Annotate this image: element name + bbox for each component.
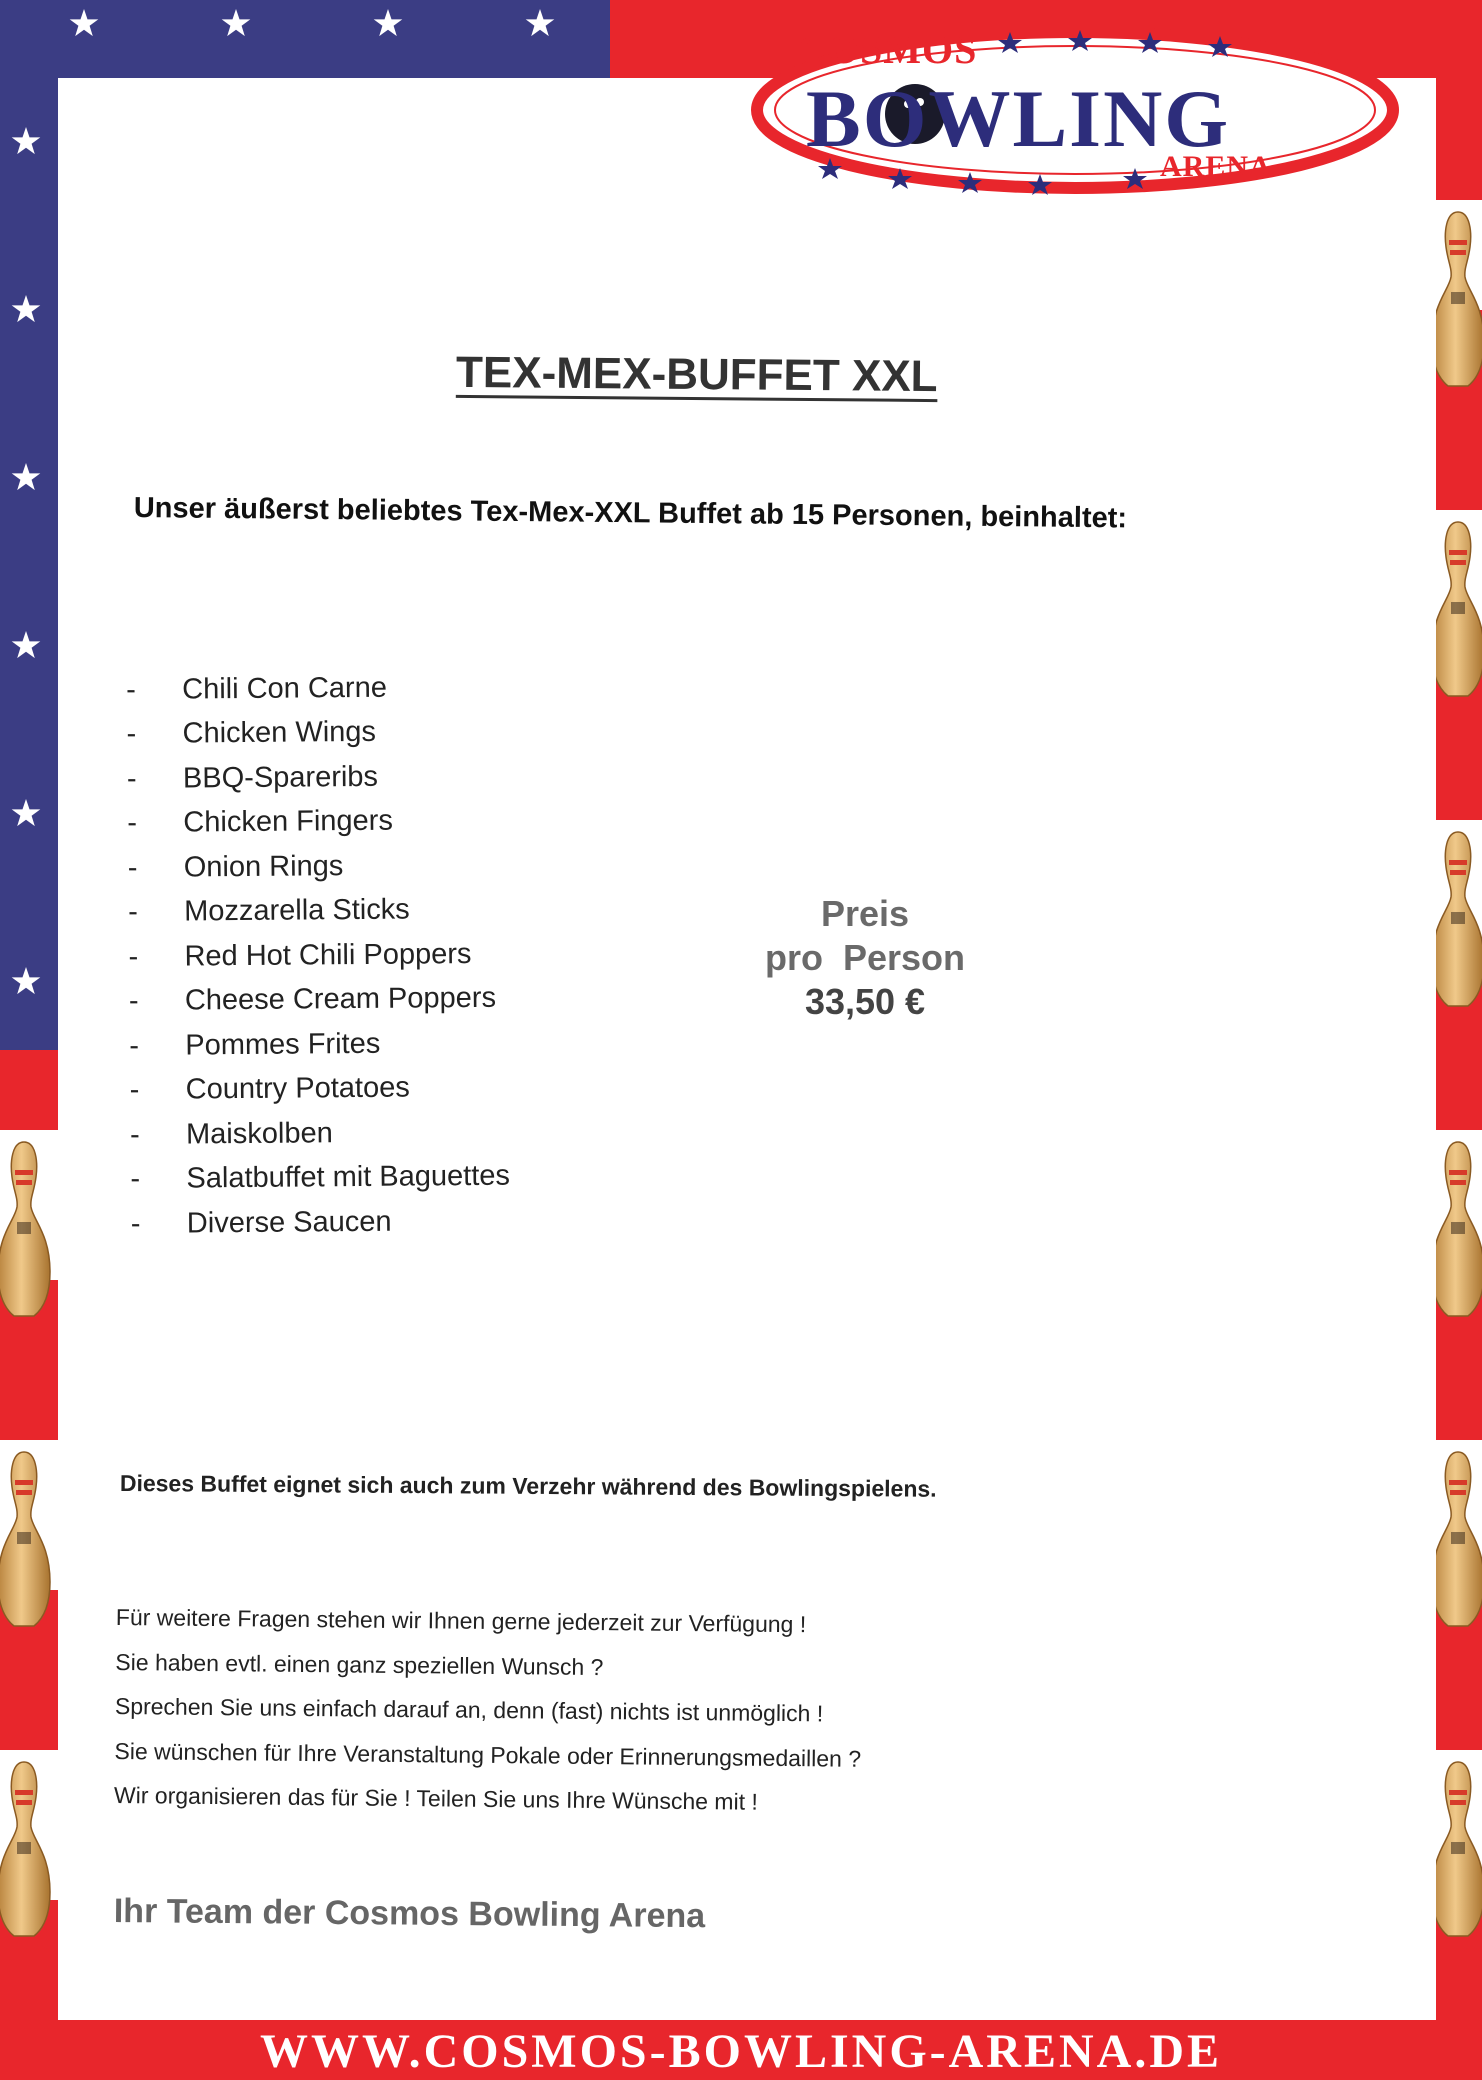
menu-item-label: Mozzarella Sticks — [183, 893, 410, 928]
list-item — [130, 1110, 510, 1158]
list-dash: - — [129, 1074, 140, 1107]
list-item — [129, 1021, 509, 1069]
list-item — [130, 1154, 510, 1202]
info-line: Wir organisieren das für Sie ! Teilen Sie uns Ihre Wünsche mit ! — [113, 1781, 758, 1815]
list-item — [128, 843, 508, 891]
menu-item-label: Cheese Cream Poppers — [184, 982, 497, 1017]
logo-arena: ARENA — [1160, 150, 1272, 183]
list-item — [129, 1065, 509, 1113]
logo-cosmos: COSMOS — [798, 27, 978, 72]
menu-item-label: Maiskolben — [185, 1116, 333, 1151]
price-block — [700, 892, 1030, 1024]
intro-text: Unser äußerst beliebtes Tex-Mex-XXL Buffet ab 15 Personen, beinhaltet: — [133, 492, 1128, 535]
price-label: Preis — [820, 893, 910, 934]
info-line: Sie haben evtl. einen ganz speziellen Wunsch ? — [115, 1648, 604, 1680]
menu-item-label: Pommes Frites — [185, 1027, 381, 1062]
menu-item-label: BBQ-Spareribs — [182, 760, 379, 795]
list-dash: - — [128, 940, 139, 973]
price-amount: 33,50 € — [804, 981, 926, 1022]
list-dash: - — [130, 1207, 141, 1240]
list-dash: - — [130, 1163, 141, 1196]
page-title: TEX-MEX-BUFFET XXL — [455, 347, 938, 402]
list-dash: - — [129, 1118, 140, 1151]
menu-item-label: Red Hot Chili Poppers — [184, 937, 472, 973]
list-dash: - — [129, 1029, 140, 1062]
buffet-note: Dieses Buffet eignet sich auch zum Verzehr während des Bowlingspielens. — [119, 1470, 937, 1502]
cosmos-bowling-logo — [750, 18, 1400, 198]
list-item — [126, 665, 506, 713]
menu-list — [126, 665, 511, 1247]
info-line: Sprechen Sie uns einfach darauf an, denn (fast) nichts ist unmöglich ! — [114, 1692, 824, 1727]
logo-bowling: BOWLING — [806, 73, 1231, 164]
list-dash: - — [127, 851, 138, 884]
price-per-person: pro Person — [764, 937, 966, 978]
list-item — [126, 709, 506, 757]
list-item — [131, 1199, 511, 1247]
list-item — [129, 976, 509, 1024]
menu-item-label: Country Potatoes — [185, 1071, 410, 1106]
list-item — [127, 798, 507, 846]
info-line: Für weitere Fragen stehen wir Ihnen gerne jederzeit zur Verfügung ! — [115, 1604, 807, 1638]
menu-item-label: Chicken Wings — [182, 716, 377, 750]
list-dash: - — [126, 718, 137, 751]
list-dash: - — [127, 896, 138, 929]
website-url: WWW.COSMOS-BOWLING-ARENA.DE — [260, 2025, 1222, 2078]
list-dash: - — [128, 985, 139, 1018]
menu-item-label: Onion Rings — [183, 849, 344, 884]
menu-item-label: Chicken Fingers — [183, 804, 394, 839]
list-dash: - — [127, 807, 138, 840]
menu-item-label: Diverse Saucen — [186, 1205, 392, 1240]
info-paragraph — [114, 1604, 863, 1834]
list-item — [127, 754, 507, 802]
list-item — [128, 932, 508, 980]
menu-item-label: Chili Con Carne — [182, 671, 388, 706]
list-dash: - — [126, 673, 137, 706]
list-dash: - — [126, 762, 137, 795]
signature: Ihr Team der Cosmos Bowling Arena — [113, 1892, 706, 1936]
info-line: Sie wünschen für Ihre Veranstaltung Pokale oder Erinnerungsmedaillen ? — [114, 1737, 862, 1772]
menu-item-label: Salatbuffet mit Baguettes — [186, 1159, 511, 1195]
list-item — [128, 887, 508, 935]
